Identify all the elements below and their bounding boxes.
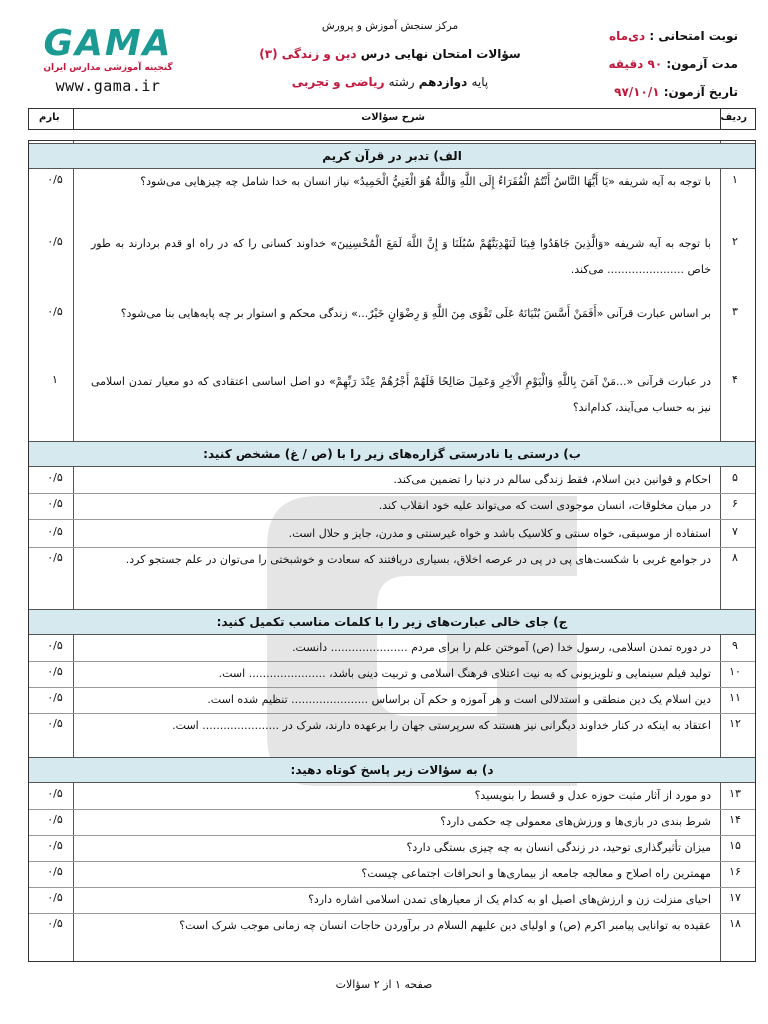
question-text: عقیده به توانایی پیامبر اکرم (ص) و اولیای دین علیهم السلام در برآوردن حاجات انسان چه زمانی موجب شرک است؟ [179, 919, 711, 932]
column-score: بارم [39, 112, 60, 123]
date-value: ۹۷/۱۰/۱ [614, 85, 660, 99]
question-number: ۴ [732, 373, 738, 386]
grade-prefix: پایه [471, 75, 489, 89]
question-score: ۰/۵ [47, 173, 63, 186]
question-number: ۱۶ [729, 865, 741, 878]
exam-header [0, 0, 768, 110]
column-divider [720, 141, 721, 961]
column-description: شرح سؤالات [361, 112, 425, 123]
question-number: ۶ [732, 497, 738, 510]
table-column-header [28, 108, 756, 130]
question-number: ۱۷ [729, 891, 741, 904]
question-text: دو مورد از آثار مثبت حوزه عدل و قسط را بنویسید؟ [474, 789, 711, 802]
organization-name: مرکز سنجش آموزش و پرورش [321, 20, 459, 32]
duration-label: مدت آزمون: [666, 57, 738, 71]
question-score: ۰/۵ [47, 917, 63, 930]
column-divider [720, 109, 721, 129]
question-text: با توجه به آیه شریفه «وَالَّذِينَ جَاهَدُوا فِينَا لَنَهْدِيَنَّهُمْ سُبُلَنَا وَ إِنَّ اللَّهَ لَمَعَ الْمُحْسِنِينَ» خداوند کسانی را که در راه او قدم بردارند به طور خاص ...................... می‌کند. [91, 237, 711, 276]
page-footer [0, 978, 768, 991]
question-number: ۱۴ [729, 813, 741, 826]
exam-turn [563, 22, 738, 50]
question-score: ۰/۵ [47, 717, 63, 730]
question-score: ۰/۵ [47, 235, 63, 248]
column-divider [73, 109, 74, 129]
question-number: ۹ [732, 639, 738, 652]
section-title: الف) تدبر در قرآن کریم [322, 149, 462, 163]
question-number: ۱۱ [729, 691, 741, 704]
question-score: ۰/۵ [47, 839, 63, 852]
page-number: صفحه ۱ از ۲ سؤالات [335, 978, 433, 991]
question-score: ۰/۵ [47, 865, 63, 878]
question-text: اعتقاد به اینکه در کنار خداوند دیگرانی نیز هستند که سرپرستی جهان را برعهده دارند، شرک در ...................... است. [172, 719, 711, 732]
question-text: در میان مخلوقات، انسان موجودی است که می‌تواند علیه خود انقلاب کند. [378, 499, 711, 512]
question-text: در جوامع غربی با شکست‌های پی در پی در عرصه اخلاق، بسیاری دریافتند که سعادت و خوشبختی را می‌توان در علم جستجو کرد. [125, 553, 711, 566]
question-number: ۱۸ [729, 917, 741, 930]
logo-wordmark: GAMA [43, 23, 173, 64]
section-c-header [29, 609, 755, 635]
question-score: ۰/۵ [47, 813, 63, 826]
logo-subtitle: گنجینه آموزشی مدارس ایران [43, 63, 173, 73]
question-number: ۵ [732, 471, 738, 484]
exam-turn-value: دی‌ماه [608, 29, 646, 43]
question-score: ۰/۵ [47, 551, 63, 564]
question-score: ۱ [52, 373, 58, 386]
question-number: ۱۲ [729, 717, 741, 730]
row-divider [29, 519, 755, 520]
exam-title-block [200, 12, 580, 96]
date-label: تاریخ آزمون: [663, 85, 738, 99]
question-number: ۱۰ [729, 665, 741, 678]
question-score: ۰/۵ [47, 471, 63, 484]
question-number: ۱۵ [729, 839, 741, 852]
section-title: د) به سؤالات زیر پاسخ کوتاه دهید: [290, 763, 494, 777]
question-text: تولید فیلم سینمایی و تلویزیونی که به نیت اعتلای فرهنگ اسلامی و تربیت دینی باشد، ...................... است. [218, 667, 711, 680]
question-score: ۰/۵ [47, 497, 63, 510]
question-text: میزان تأثیرگذاری توحید، در زندگی انسان به چه چیزی بستگی دارد؟ [406, 841, 711, 854]
exam-title [200, 40, 580, 68]
question-number: ۱۳ [729, 787, 741, 800]
question-text: مهمترین راه اصلاح و معالجه جامعه از بیماری‌ها و انحرافات اجتماعی چیست؟ [361, 867, 711, 880]
section-b-header [29, 441, 755, 467]
question-text: احکام و قوانین دین اسلام، فقط زندگی سالم در دنیا را تضمین می‌کند. [393, 473, 711, 486]
section-d-header [29, 757, 755, 783]
duration-value: ۹۰ دقیقه [608, 57, 663, 71]
question-number: ۱ [732, 173, 738, 186]
exam-title-prefix: سؤالات امتحان نهایی درس [360, 47, 521, 61]
logo-url: www.gama.ir [55, 77, 161, 95]
column-row-number: ردیف [720, 112, 747, 123]
question-text: با توجه به آیه شریفه «يَا أَيُّهَا النَّاسُ أَنْتُمُ الْفُقَرَاءُ إِلَى اللَّهِ وَاللَّهُ هُوَ الْغَنِيُّ الْحَمِيدُ» نیاز انسان به خدا شامل چه چیزهایی می‌شود؟ [140, 175, 711, 188]
question-score: ۰/۵ [47, 891, 63, 904]
question-number: ۳ [732, 305, 738, 318]
exam-turn-label: نوبت امتحانی : [649, 29, 738, 43]
question-text: بر اساس عبارت قرآنی «أَفَمَنْ أَسَّسَ بُنْيَانَهُ عَلَى تَقْوَى مِنَ اللَّهِ وَ رِضْوَانٍ خَيْرٌ...» زندگی محکم و استوار بر چه پایه‌هایی بنا می‌شود؟ [120, 307, 711, 320]
question-number: ۲ [732, 235, 738, 248]
question-text: استفاده از موسیقی، خواه سنتی و کلاسیک باشد و خواه غیرسنتی و مدرن، جایز و حلال است. [288, 527, 711, 540]
section-a-header [29, 143, 755, 169]
question-text: در عبارت قرآنی «...مَنْ آمَنَ بِاللَّهِ وَالْيَوْمِ الْآخِرِ وَعَمِلَ صَالِحًا فَلَهُمْ أَجْرُهُمْ عِنْدَ رَبِّهِمْ» دو اصل اساسی اعتقادی که دو معیار تمدن اسلامی نیز به حساب می‌آیند، کدام‌اند؟ [91, 375, 711, 414]
question-score: ۰/۵ [47, 525, 63, 538]
question-score: ۰/۵ [47, 305, 63, 318]
field-prefix: رشته [388, 75, 415, 89]
question-text: در دوره تمدن اسلامی، رسول خدا (ص) آموختن علم را برای مردم ...................... دانست. [292, 641, 711, 654]
question-score: ۰/۵ [47, 665, 63, 678]
question-score: ۰/۵ [47, 691, 63, 704]
question-text: دین اسلام یک دین منطقی و استدلالی است و هر آموزه و حکم آن براساس ...................... تنظیم شده است. [207, 693, 711, 706]
course-name: دین و زندگی (۳) [259, 47, 357, 61]
question-score: ۰/۵ [47, 787, 63, 800]
field-value: ریاضی و تجربی [291, 75, 385, 89]
exam-date [563, 78, 738, 106]
section-title: ج) جای خالی عبارت‌های زیر را با کلمات مناسب تکمیل کنید: [216, 615, 568, 629]
questions-table [28, 140, 756, 962]
column-divider [73, 141, 74, 961]
section-title: ب) درستی یا نادرستی گزاره‌های زیر را با (ص / غ) مشخص کنید: [203, 447, 581, 461]
question-text: احیای منزلت زن و ارزش‌های اصیل او به کدام یک از معیارهای تمدن اسلامی اشاره دارد؟ [308, 893, 711, 906]
exam-meta [563, 22, 738, 106]
question-text: شرط بندی در بازی‌ها و ورزش‌های معمولی چه حکمی دارد؟ [440, 815, 711, 828]
gama-logo [38, 23, 178, 100]
grade-line [200, 68, 580, 96]
grade-value: دوازدهم [418, 75, 468, 89]
exam-duration [563, 50, 738, 78]
question-number: ۸ [732, 551, 738, 564]
question-number: ۷ [732, 525, 738, 538]
question-score: ۰/۵ [47, 639, 63, 652]
